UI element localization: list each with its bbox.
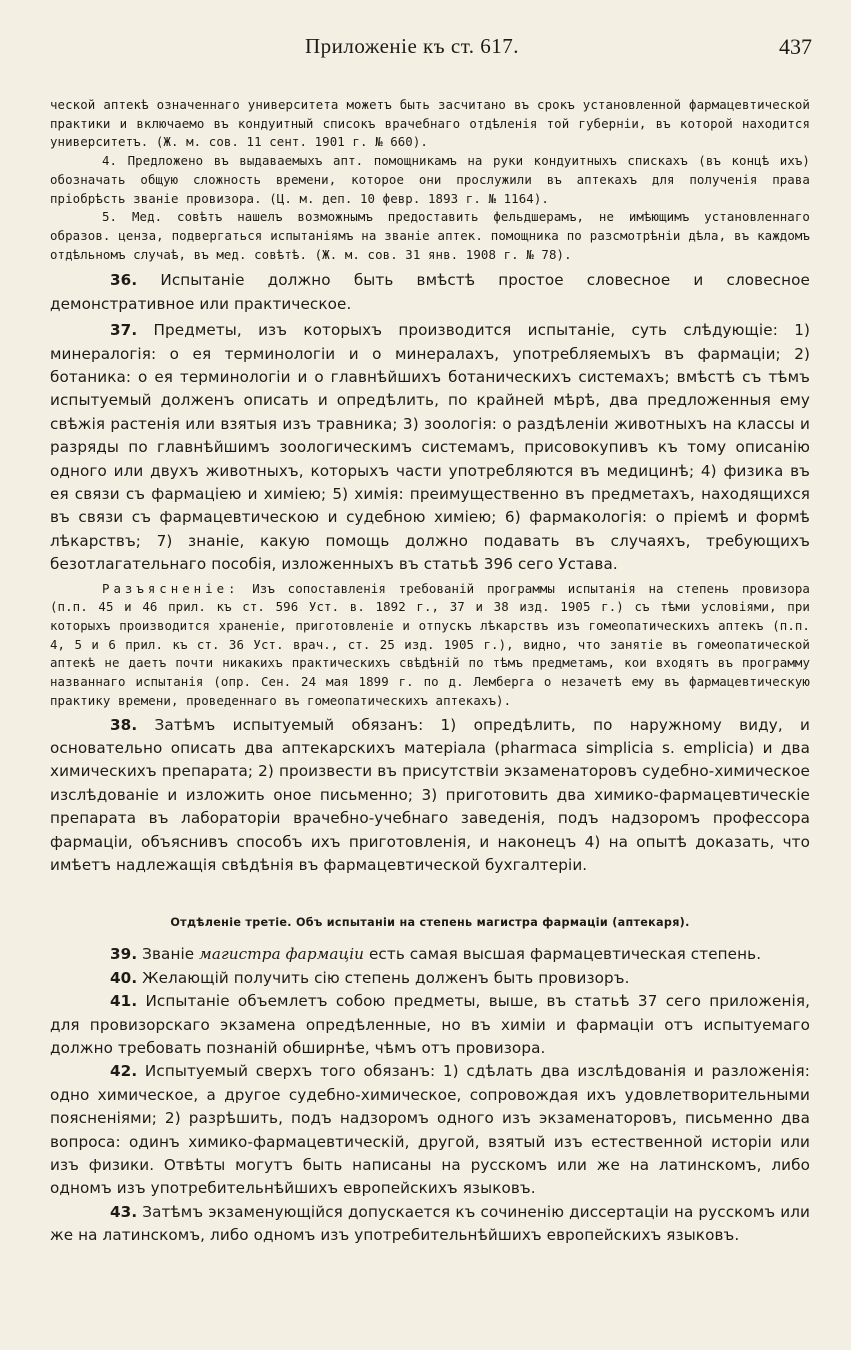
article-text: Затѣмъ испытуемый обязанъ: 1) опредѣлить, по наружному виду, и основательно описать два аптекарскихъ матеріала (pharmaca simplicia s. emplicia) и два химическихъ препарата; 2) произвести въ присутствіи экзаменаторовъ судебно-химическое изслѣдованіе и изложить оное письменно; 3) приготовить два химико-фармацевтическіе препарата въ лабораторіи врачебно-учебнаго заведенія, подъ надзоромъ профессора фармаціи, объяснивъ способъ ихъ приготовленія, и наконецъ 4) на опытѣ доказать, что имѣетъ надлежащія свѣдѣнія въ фармацевтической бухгалтеріи. (50, 715, 810, 874)
article-38 (50, 714, 810, 878)
clarification-note (50, 580, 810, 711)
article-36 (50, 269, 810, 316)
article-41 (50, 990, 810, 1060)
article-text: Испытаніе должно быть вмѣстѣ простое словесное и словесное демонстративное или практическое. (50, 271, 810, 313)
clarification-text: Изъ сопоставленія требованій программы испытанія на степень провизора (п.п. 45 и 46 прил. къ ст. 596 Уст. в. 1892 г., 37 и 38 изд. 1905 г.) съ тѣми условіями, при которыхъ производится храненіе, приготовленіе и отпускъ лѣкарствъ изъ гомеопатическихъ аптекъ (п.п. 4, 5 и 6 прил. къ ст. 36 Уст. врач., ст. 25 изд. 1905 г.), видно, что занятіе въ гомеопатической аптекѣ не даетъ почти никакихъ практическихъ свѣдѣній по тѣмъ предметамъ, кои входятъ въ программу названнаго испытанія (опр. Сен. 24 мая 1899 г. по д. Лемберга о незачетѣ ему въ фармацевтическую практику времени, проведеннаго въ гомеопатическихъ аптекахъ). (50, 580, 810, 708)
article-42 (50, 1060, 810, 1200)
article-text: Испытаніе объемлетъ собою предметы, выше, въ статьѣ 37 сего приложенія, для провизорскаго экзамена опредѣленные, но въ химіи и фармаціи отъ испытуемаго должно требовать познаній обширнѣе, чѣмъ отъ провизора. (50, 992, 810, 1057)
article-number: 39. (110, 945, 138, 964)
clarification-label: Разъясненіе: (102, 580, 240, 596)
article-number: 40. (110, 968, 138, 987)
page-number: 437 (779, 34, 812, 59)
article-number: 37. (110, 321, 138, 340)
article-37 (50, 319, 810, 576)
article-40 (50, 967, 810, 990)
article-text-after: есть самая высшая фармацевтическая степень. (364, 945, 762, 964)
note-continuation: ческой аптекѣ означеннаго университета можетъ быть засчитано въ срокъ установленной фармацевтической практики и включаемо въ кондуитный списокъ врачебнаго отдѣленія той губерніи, въ которой находится университетъ. (Ж. м. сов. 11 сент. 1901 г. № 660). (50, 97, 810, 150)
article-number: 36. (110, 271, 138, 290)
article-number: 41. (110, 992, 138, 1011)
page-body (50, 96, 810, 1248)
running-title: Приложеніе къ ст. 617. (305, 34, 520, 58)
article-number: 38. (110, 715, 138, 734)
article-number: 42. (110, 1062, 138, 1081)
note-5: 5. Мед. совѣтъ нашелъ возможнымъ предоставить фельдшерамъ, не имѣющимъ установленнаго образов. ценза, подвергаться испытаніямъ на званіе аптек. помощника по разсмотрѣніи дѣла, въ каждомъ отдѣльномъ случаѣ, въ мед. совѣтѣ. (Ж. м. сов. 31 янв. 1908 г. № 78). (50, 209, 810, 262)
section-heading: Отдѣленіе третіе. Объ испытаніи на степень магистра фармаціи (аптекаря). (170, 916, 690, 930)
article-text: Испытуемый сверхъ того обязанъ: 1) сдѣлать два изслѣдованія и разложенія: одно химическое, а другое судебно-химическое, сопровождая ихъ удовлетворительными поясненіями; 2) разрѣшить, подъ надзоромъ одного изъ экзаменаторовъ, письменно два вопроса: одинъ химико-фармацевтическій, другой, взятый изъ естественной исторіи или изъ физики. Отвѣты могутъ быть написаны на русскомъ или же на латинскомъ, либо одномъ изъ употребительнѣйшихъ европейскихъ языковъ. (50, 1062, 810, 1198)
article-text: Предметы, изъ которыхъ производится испытаніе, суть слѣдующіе: 1) минералогія: о ея терминологіи и о минералахъ, употребляемыхъ въ фармаціи; 2) ботаника: о ея терминологіи и о главнѣйшихъ ботаническихъ системахъ; вмѣстѣ съ тѣмъ испытуемый долженъ описать и опредѣлить, по крайней мѣрѣ, два предложенныя ему свѣжія растенія или взятыя изъ травника; 3) зоологія: о раздѣленіи животныхъ на классы и разряды по главнѣйшимъ зоологическимъ системамъ, присовокупивъ къ тому описанію одного или двухъ животныхъ, которыхъ части употребляются въ медицинѣ; 4) физика въ ея связи съ фармаціею и химіею; 5) химія: преимущественно въ предметахъ, находящихся въ связи съ фармацевтическою и судебною химіею; 6) фармакологія: о пріемѣ и формѣ лѣкарствъ; 7) знаніе, какую помощь должно подавать въ случаяхъ, требующихъ безотлагательнаго пособія, изложенныхъ въ статьѣ 396 сего Устава. (50, 321, 810, 574)
page-header (40, 34, 820, 64)
article-number: 43. (110, 1202, 138, 1221)
article-39 (50, 943, 810, 966)
article-text: Затѣмъ экзаменующійся допускается къ сочиненію диссертаціи на русскомъ или же на латинскомъ, либо одномъ изъ употребительнѣйшихъ европейскихъ языковъ. (50, 1202, 810, 1245)
italic-term: магистра фармаціи (199, 945, 365, 964)
article-text-before: Званіе (142, 945, 200, 964)
article-43 (50, 1201, 810, 1248)
article-text: Желающій получить сію степень долженъ быть провизоръ. (142, 968, 630, 987)
note-4: 4. Предложено въ выдаваемыхъ апт. помощникамъ на руки кондуитныхъ спискахъ (въ концѣ ихъ) обозначать общую сложность времени, которое они прослужили въ аптекахъ для полученія права пріобрѣсть званіе провизора. (Ц. м. деп. 10 февр. 1893 г. № 1164). (50, 153, 810, 206)
